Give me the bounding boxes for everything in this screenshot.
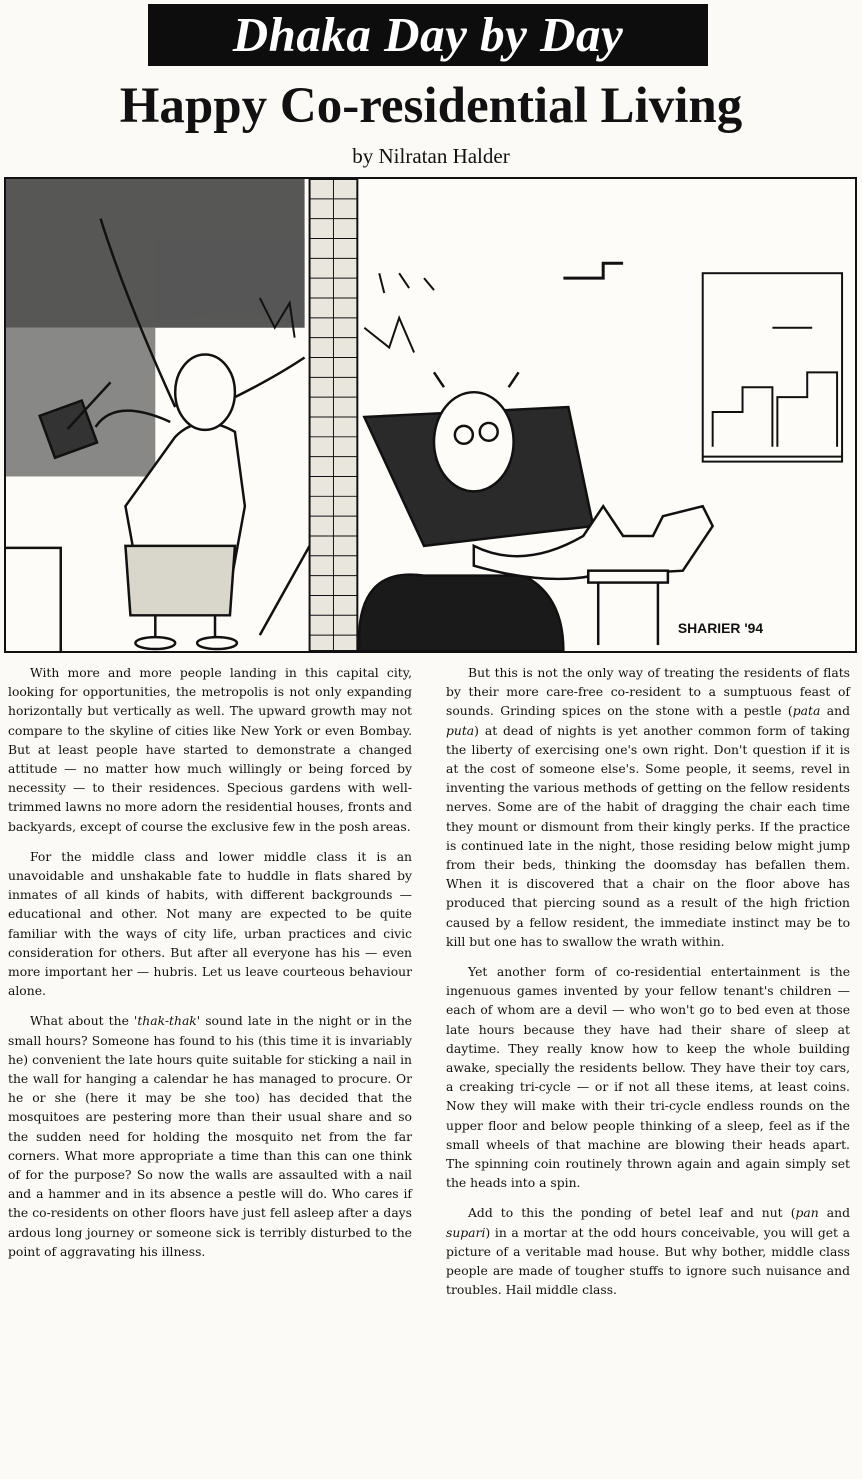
window [703, 273, 842, 461]
article-headline: Happy Co-residential Living [119, 78, 743, 134]
cartoonist-signature: SHARIER '94 [677, 620, 764, 637]
paragraph-1: With more and more people landing in this capital city, looking for opportunities, the metropolis is not only expanding horizontally but vertically as well. The upward growth may not compare to the skyline of cities like New York or even Bombay. But at least people have started to demonstrate a changed attitude — no matter how much willingly or being forced by necessity — to their residences. Specious gardens with well-trimmed lawns no more adorn the residential houses, fronts and backyards, except of course the exclusive few in the posh areas. [8, 666, 412, 834]
article-byline: by Nilratan Halder [352, 144, 510, 168]
emphasis-pan: pan [795, 1206, 819, 1221]
paragraph-6: Add to this the ponding of betel leaf and nut (pan and supari) in a mortar at the odd hours conceivable, you will get a picture of a veritable mad house. But why bother, middle class people are made of tougher stuffs to ignore such nuisance and troubles. Hail middle class. [446, 1206, 850, 1298]
emphasis-thak-thak: thak-thak [137, 1014, 197, 1029]
paragraph-5: Yet another form of co-residential entertainment is the ingenuous games invented by your fellow tenant's children — each of whom are a devil — who won't go to bed even at those late hours because they have had their share of sleep at daytime. They really know how to keep the whole building awake, specially the residents bellow. They have their toy cars, a creaking tri-cycle — or if not all these items, at least coins. Now they will make with their tri-cycle endless rounds on the upper floor and below people thinking of a sleep, feel as if the small wheels of that machine are blowing their heads apart. The spinning coin routinely thrown again and again simply set the heads into a spin. [446, 965, 850, 1191]
emphasis-pata: pata [792, 704, 821, 719]
angry-neighbor [359, 372, 713, 651]
column-banner [148, 4, 708, 66]
paragraph-3: What about the 'thak-thak' sound late in the night or in the small hours? Someone has found to his (this time it is invariably he) convenient the late hours quite suitable for sticking a nail in the wall for hanging a calendar he has managed to procure. Or he or she (here it may be she too) has decided that the mosquitoes are pestering more than their usual share and so the sudden need for holding the mosquito net from the far corners. What more appropriate a time than this can one think of for the purpose? So now the walls are assaulted with a nail and a hammer and in its absence a pestle will do. Who cares if the co-residents on other floors have just fell asleep after a days ardous long journey or someone sick is terribly disturbed to the point of aggravating his illness. [8, 1014, 412, 1259]
emphasis-supari: supari [446, 1225, 486, 1240]
column-right [446, 664, 850, 1301]
column-left [8, 664, 412, 1262]
column-title: Dhaka Day by Day [232, 7, 624, 62]
paragraph-2: For the middle class and lower middle class it is an unavoidable and unshakable fate to huddle in flats shared by inmates of all kinds of habits, with different backgrounds — educational and other. Not many are expected to be quite familiar with the ways of city life, urban practices and civic consideration for others. But after all everyone has his — even more important her — hubris. Let us leave courteous behaviour alone. [8, 849, 412, 999]
paragraph-4: But this is not the only way of treating the residents of flats by their more care-free co-resident to a sumptuous feast of sounds. Grinding spices on the stone with a pestle (pata and puta) at dead of nights is yet another common form of taking the liberty of exercising one's own right. Don't question if it is at the cost of someone else's. Some people, it seems, revel in inventing the various methods of getting on the fellow residents nerves. Some are of the habit of dragging the chair each time they mount or dismount from their kingly perks. If the practice is continued late in the night, those residing below might jump from their beds, thinking the doomsday has befallen them. When it is discovered that a chair on the floor above has produced that piercing sound as a result of the high friction caused by a fellow resident, the immediate instinct may be to kill but one has to swallow the wrath within. [446, 666, 851, 949]
cartoon-drawing [6, 179, 855, 651]
emphasis-puta: puta [446, 723, 475, 738]
brick-wall [310, 179, 358, 651]
cartoon-illustration [4, 177, 857, 653]
